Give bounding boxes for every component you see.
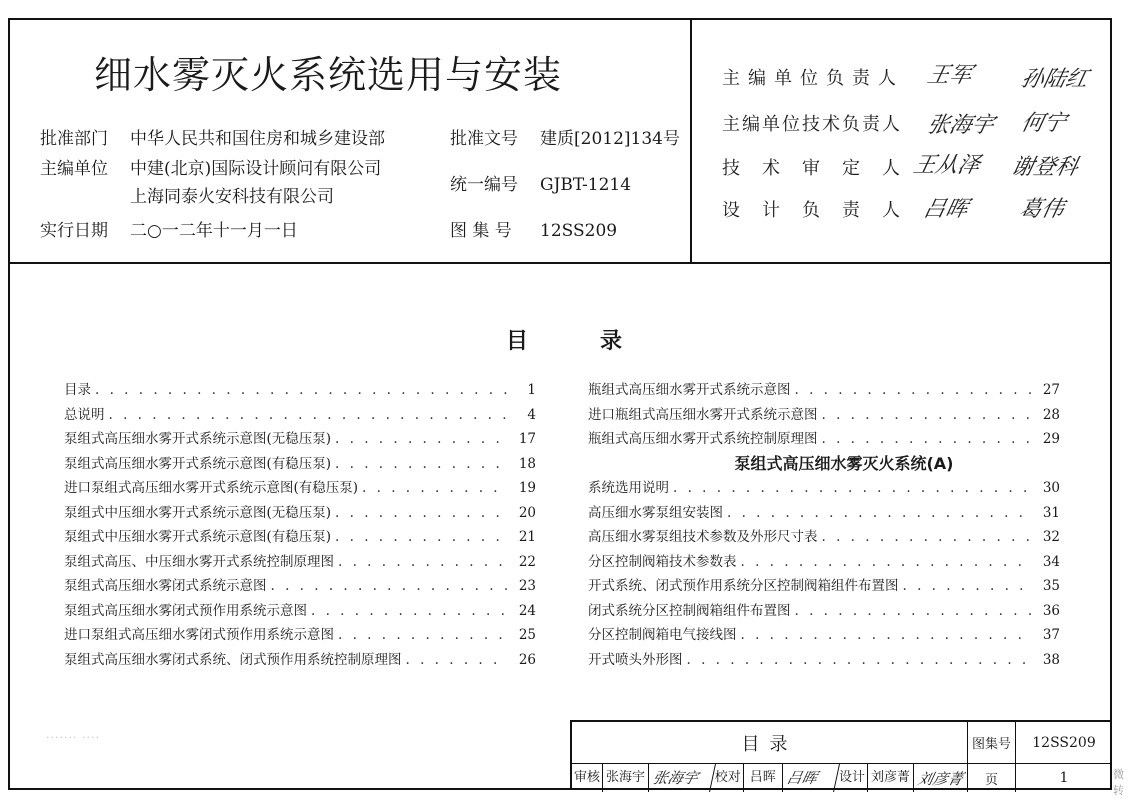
toc-leader-dots	[795, 382, 1033, 398]
toc-entry-text: 目录	[64, 382, 91, 398]
toc-entry[interactable]	[64, 403, 536, 428]
toc-entry[interactable]	[64, 378, 536, 403]
toc-section-heading: 泵组式高压细水雾灭火系统(A)	[734, 453, 954, 473]
meta-value: 中华人民共和国住房和城乡建设部	[130, 129, 385, 149]
tb-review-signature: 张海宇	[646, 764, 716, 792]
toc-leader-dots	[741, 627, 1033, 643]
toc-page-number: 38	[1042, 651, 1060, 668]
toc-entry[interactable]	[64, 452, 536, 477]
toc-heading-left: 目	[506, 329, 529, 354]
toc-page-number: 26	[518, 651, 536, 668]
tb-design-label: 设计	[837, 764, 868, 792]
atlas-title: 细水雾灭火系统选用与安装	[94, 53, 563, 97]
toc-entry[interactable]	[64, 427, 536, 452]
toc-entry[interactable]	[588, 623, 1060, 648]
toc-page-number: 32	[1042, 529, 1060, 545]
toc-leader-dots	[795, 603, 1033, 619]
toc-page-number: 34	[1042, 553, 1060, 570]
toc-page-number: 22	[518, 553, 536, 570]
signature: 张海宇	[924, 113, 997, 138]
toc-page-number: 30	[1042, 480, 1060, 496]
toc-entry[interactable]	[64, 550, 536, 575]
toc-leader-dots	[822, 529, 1033, 545]
toc-entry[interactable]	[588, 574, 1060, 599]
toc-entry-text: 总说明	[64, 406, 105, 423]
meta-effective-date	[40, 216, 298, 241]
tb-check-label: 校对	[713, 764, 744, 792]
toc-page-number: 19	[518, 480, 536, 496]
signature: 孙陆红	[1018, 67, 1091, 92]
toc-leader-dots	[673, 480, 1032, 496]
toc-entry[interactable]	[588, 648, 1060, 673]
toc-page-number: 23	[518, 578, 536, 594]
toc-entry-text: 进口泵组式高压细水雾闭式预作用系统示意图	[64, 627, 334, 643]
meta-editor-unit-2	[40, 182, 334, 207]
toc-entry-text: 瓶组式高压细水雾开式系统控制原理图	[588, 431, 818, 447]
toc-entry-text: 高压细水雾泵组技术参数及外形尺寸表	[588, 529, 818, 545]
toc-entry[interactable]	[588, 427, 1060, 452]
tb-design-signature: 刘彦菁	[915, 769, 965, 788]
signature: 谢登科	[1008, 155, 1081, 180]
toc-page-number: 28	[1042, 406, 1060, 423]
toc-leader-dots	[338, 627, 508, 643]
toc-entry[interactable]	[588, 501, 1060, 526]
toc-entry[interactable]	[588, 525, 1060, 550]
signature: 王军	[924, 63, 975, 88]
toc-entry[interactable]	[588, 403, 1060, 428]
meta-label: 实行日期	[40, 221, 108, 241]
header-responsibility-panel	[692, 20, 1110, 262]
sheet-header	[10, 20, 1110, 264]
tb-page-value-cell	[1016, 764, 1112, 792]
meta-approval-dept	[40, 124, 385, 149]
toc-leader-dots	[822, 407, 1033, 423]
tb-signatures-row	[572, 764, 968, 792]
signature: 何宁	[1018, 111, 1069, 136]
meta-label: 图 集 号	[450, 221, 512, 241]
meta-value: 建质[2012]134号	[540, 129, 680, 149]
meta-label: 统一编号	[450, 175, 518, 195]
toc-entry[interactable]	[64, 525, 536, 550]
tb-review-name: 张海宇	[603, 764, 649, 792]
toc-entry-text: 瓶组式高压细水雾开式系统示意图	[588, 382, 791, 398]
header-info-panel	[10, 20, 692, 262]
toc-entry[interactable]	[64, 599, 536, 624]
tb-page-label-cell	[968, 764, 1016, 792]
role-chief-editor: 主编单位负责人	[722, 68, 904, 89]
toc-entry[interactable]	[64, 623, 536, 648]
toc-leader-dots	[903, 578, 1033, 594]
toc-left-column	[64, 378, 536, 672]
signature: 王从泽	[910, 153, 983, 178]
toc-leader-dots	[406, 652, 509, 668]
toc-page-number: 35	[1042, 578, 1060, 594]
meta-editor-unit	[40, 154, 381, 179]
tb-atlas-label-cell	[968, 722, 1016, 764]
toc-entry-text: 高压细水雾泵组安装图	[588, 504, 723, 521]
toc-entry-text: 进口泵组式高压细水雾开式系统示意图(有稳压泵)	[64, 480, 359, 496]
toc-page-number: 1	[527, 382, 536, 398]
signature: 葛伟	[1016, 197, 1067, 222]
tb-drawing-name: 目录	[741, 733, 798, 755]
toc-entry[interactable]	[64, 501, 536, 526]
toc-leader-dots	[335, 529, 508, 545]
toc-leader-dots	[311, 603, 508, 619]
signature: 吕晖	[920, 197, 971, 222]
toc-page-number: 4	[527, 406, 536, 423]
toc-entry-text: 分区控制阀箱电气接线图	[588, 627, 737, 643]
toc-page-number: 17	[518, 431, 536, 447]
toc-leader-dots	[338, 554, 508, 570]
toc-entry-text: 闭式系统分区控制阀箱组件布置图	[588, 602, 791, 619]
toc-leader-dots	[335, 505, 508, 521]
toc-right-column	[588, 378, 1060, 672]
toc-entry[interactable]	[64, 648, 536, 673]
toc-leader-dots	[741, 554, 1033, 570]
edge-watermark: 微 转	[1113, 768, 1124, 797]
meta-label: 批准文号	[450, 129, 518, 149]
tb-atlas-value: 12SS209	[1032, 734, 1096, 751]
toc-entry-text: 泵组式高压细水雾闭式系统示意图	[64, 578, 267, 594]
meta-approval-no	[450, 124, 680, 149]
toc-leader-dots	[335, 431, 508, 447]
toc-entry[interactable]	[588, 550, 1060, 575]
tb-design-name: 刘彦菁	[868, 764, 914, 792]
toc-page-number: 29	[1042, 431, 1060, 447]
toc-entry-text: 进口瓶组式高压细水雾开式系统示意图	[588, 406, 818, 423]
tb-check-name: 吕晖	[744, 764, 783, 792]
toc-entry-text: 泵组式高压细水雾闭式系统、闭式预作用系统控制原理图	[64, 651, 402, 668]
toc-leader-dots	[271, 578, 509, 594]
meta-value: GJBT-1214	[540, 175, 632, 195]
role-tech-lead: 主编单位技术负责人	[722, 114, 902, 135]
faint-watermark-text: ....... ....	[46, 728, 100, 741]
toc-entry-text: 泵组式高压细水雾开式系统示意图(有稳压泵)	[64, 455, 332, 472]
toc-leader-dots	[95, 382, 508, 398]
toc-leader-dots	[109, 407, 509, 423]
toc-leader-dots	[822, 431, 1033, 447]
toc-page-number: 18	[518, 455, 536, 472]
tb-page-label: 页	[984, 772, 998, 788]
title-block	[570, 720, 1112, 790]
toc-entry-text: 泵组式高压细水雾闭式预作用系统示意图	[64, 602, 307, 619]
toc-entry-text: 分区控制阀箱技术参数表	[588, 553, 737, 570]
toc-page-number: 21	[518, 529, 536, 545]
tb-drawing-name-cell	[572, 722, 968, 764]
meta-label: 批准部门	[40, 129, 108, 149]
toc-entry-text: 泵组式高压细水雾开式系统示意图(无稳压泵)	[64, 431, 332, 447]
tb-atlas-value-cell	[1016, 722, 1112, 764]
toc-entry-text: 泵组式高压、中压细水雾开式系统控制原理图	[64, 553, 334, 570]
role-design-lead: 设计负责人	[722, 200, 922, 221]
toc-leader-dots	[687, 652, 1033, 668]
toc-page-number: 37	[1042, 627, 1060, 643]
toc-entry[interactable]	[64, 476, 536, 501]
toc-entry-text: 系统选用说明	[588, 480, 669, 496]
toc-entry[interactable]	[588, 476, 1060, 501]
toc-page-number: 36	[1042, 602, 1060, 619]
toc-entry[interactable]	[588, 599, 1060, 624]
meta-value: 二○一二年十一月一日	[130, 221, 298, 241]
toc-entry-text: 泵组式中压细水雾开式系统示意图(无稳压泵)	[64, 504, 332, 521]
toc-heading-right: 录	[600, 329, 623, 354]
role-tech-review: 技术审定人	[722, 158, 922, 179]
tb-atlas-label: 图集号	[971, 737, 1011, 752]
drawing-sheet	[8, 18, 1112, 790]
toc-page-number: 31	[1042, 504, 1060, 521]
toc-page-number: 24	[518, 602, 536, 619]
toc-entry-text: 开式喷头外形图	[588, 651, 683, 668]
toc-leader-dots	[727, 505, 1032, 521]
meta-value: 上海同泰火安科技有限公司	[130, 187, 334, 207]
meta-atlas-no	[450, 216, 617, 241]
toc-entry[interactable]	[64, 574, 536, 599]
tb-page-value: 1	[1059, 770, 1069, 786]
meta-value: 中建(北京)国际设计顾问有限公司	[130, 159, 382, 179]
tb-check-signature: 吕晖	[780, 764, 840, 792]
toc-entry-text: 泵组式中压细水雾开式系统示意图(有稳压泵)	[64, 529, 332, 545]
meta-value: 12SS209	[540, 221, 618, 241]
toc-entry-text: 开式系统、闭式预作用系统分区控制阀箱组件布置图	[588, 578, 899, 594]
toc-page-number: 25	[518, 627, 536, 643]
toc-entry[interactable]	[588, 378, 1060, 403]
meta-label: 主编单位	[40, 159, 108, 179]
toc-page-number: 20	[518, 504, 536, 521]
toc-leader-dots	[362, 480, 508, 496]
tb-review-label: 审核	[572, 764, 603, 792]
toc-page-number: 27	[1042, 382, 1060, 398]
toc-leader-dots	[335, 456, 508, 472]
meta-unified-no	[450, 170, 631, 195]
